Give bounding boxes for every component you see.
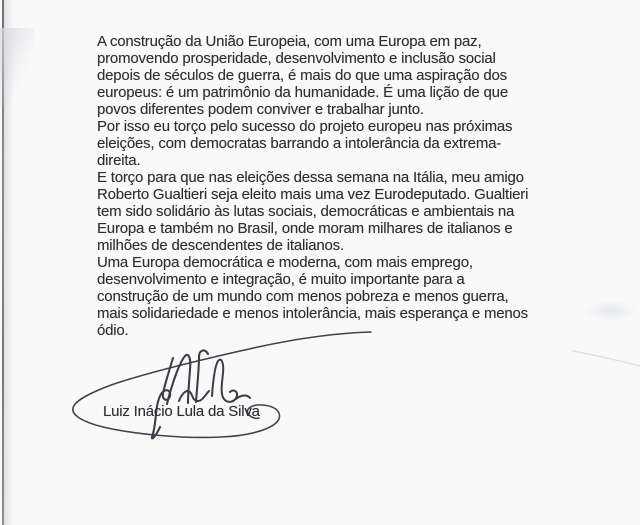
letter-line: desenvolvimento e integração, é muito importante para a bbox=[97, 271, 465, 288]
letter-line: povos diferentes podem conviver e trabalhar junto. bbox=[97, 101, 424, 118]
letter-line: Por isso eu torço pelo sucesso do projeto europeu nas próximas bbox=[97, 118, 513, 135]
signature-scribble bbox=[167, 355, 190, 404]
letter-line: Uma Europa democrática e moderna, com mais emprego, bbox=[97, 254, 473, 271]
letter-body bbox=[97, 33, 575, 339]
paper-crease bbox=[573, 351, 640, 366]
paper-smudge bbox=[585, 300, 637, 322]
letter-line: Roberto Gualtieri seja eleito mais uma vez Eurodeputado. Gualtieri bbox=[97, 186, 529, 203]
letter-line: direita. bbox=[97, 152, 141, 169]
signature-flourish-loop bbox=[73, 332, 371, 437]
signatory-name: Luiz Inácio Lula da Silva bbox=[103, 403, 260, 420]
letter-line: E torço para que nas eleições dessa semana na Itália, meu amigo bbox=[97, 169, 524, 186]
letter-line: promovendo prosperidade, desenvolvimento e inclusão social bbox=[97, 50, 496, 67]
signature-scribble bbox=[152, 358, 173, 438]
letter-line: europeus: é um patrimônio da humanidade. É uma lição de que bbox=[97, 84, 508, 101]
letter-line: depois de séculos de guerra, é mais do que uma aspiração dos bbox=[97, 67, 507, 84]
letter-line: tem sido solidário às lutas sociais, democráticas e ambientais na bbox=[97, 203, 515, 220]
signature-scribble bbox=[196, 350, 208, 402]
letter-line: construção de um mundo com menos pobreza e menos guerra, bbox=[97, 288, 509, 305]
letter-line: A construção da União Europeia, com uma Europa em paz, bbox=[97, 33, 482, 50]
signature-scribble bbox=[179, 360, 250, 402]
scan-corner-shade bbox=[0, 28, 34, 108]
letter-line: ódio. bbox=[97, 322, 129, 339]
letter-line: eleições, com democratas barrando a intolerância da extrema- bbox=[97, 135, 502, 152]
letter-line: mais solidariedade e menos intolerância, mais esperança e menos bbox=[97, 305, 528, 322]
letter-line: milhões de descendentes de italianos. bbox=[97, 237, 344, 254]
letter-line: Europa e também no Brasil, onde moram milhares de italianos e bbox=[97, 220, 513, 237]
